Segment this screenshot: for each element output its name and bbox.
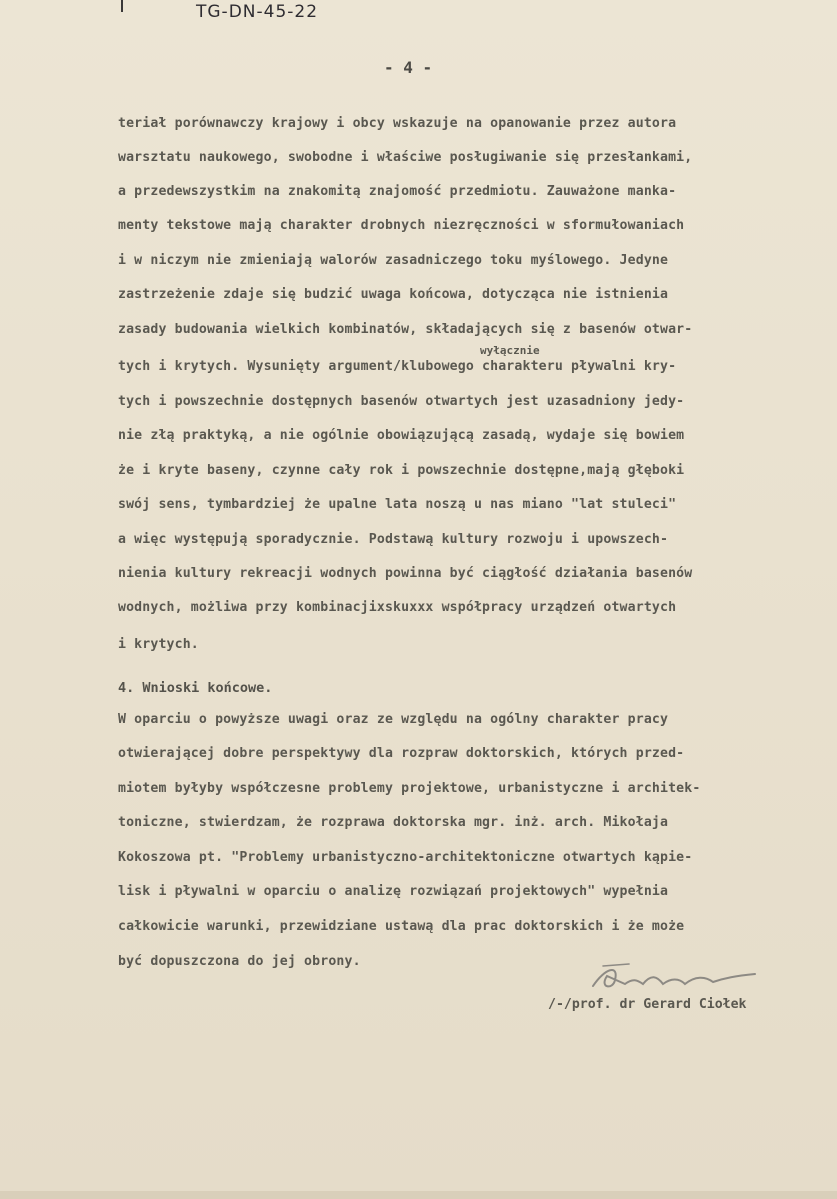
conclusion-line: całkowicie warunki, przewidziane ustawą dla prac doktorskich i że może — [118, 919, 685, 934]
body-line: i krytych. — [118, 637, 199, 652]
body-line: że i kryte baseny, czynne cały rok i powszechnie dostępne,mają głęboki — [118, 463, 685, 478]
body-line: a przedewszystkim na znakomitą znajomość przedmiotu. Zauważone mankа- — [118, 184, 677, 199]
conclusion-line: lisk i pływalni w oparciu o analizę rozwiązań projektowych" wypełnia — [118, 884, 669, 899]
body-line: a więc występują sporadycznie. Podstawą kultury rozwoju i upowszech- — [118, 532, 669, 547]
body-line: i w niczym nie zmieniają walorów zasadniczego toku myślowego. Jedyne — [118, 253, 669, 268]
body-line: nienia kultury rekreacji wodnych powinna być ciągłość działania basenów — [118, 566, 693, 581]
page-bottom-edge — [0, 1191, 837, 1199]
conclusion-line: W oparciu o powyższe uwagi oraz ze względu na ogólny charakter pracy — [118, 712, 669, 727]
handwritten-code: TG-DN-45-22 — [196, 2, 319, 22]
conclusion-line: toniczne, stwierdzam, że rozprawa doktorska mgr. inż. arch. Mikołaja — [118, 815, 669, 830]
body-line: zastrzeżenie zdaje się budzić uwaga końcowa, dotycząca nie istnienia — [118, 287, 669, 302]
conclusion-line: być dopuszczona do jej obrony. — [118, 954, 361, 969]
inserted-word: wyłącznie — [480, 344, 540, 357]
body-line: wodnych, możliwa przy kombinacjixskuxxx współpracy urządzeń otwartych — [118, 600, 677, 615]
handwritten-signature — [585, 958, 765, 998]
body-line: zasady budowania wielkich kombinatów, składających się z basenów otwar- — [118, 322, 693, 337]
body-line: warsztatu naukowego, swobodne i właściwe posługiwanie się przesłankami, — [118, 150, 693, 165]
page-number: - 4 - — [384, 58, 433, 77]
body-line: tych i krytych. Wysunięty argument/klubowego charakteru pływalni kry- — [118, 359, 677, 374]
body-line: tych i powszechnie dostępnych basenów otwartych jest uzasadniony jedy- — [118, 394, 685, 409]
conclusion-line: otwierającej dobre perspektywy dla rozpraw doktorskich, których przed- — [118, 746, 685, 761]
body-line: nie złą praktyką, a nie ogólnie obowiązującą zasadą, wydaje się bowiem — [118, 428, 685, 443]
body-line: swój sens, tymbardziej że upalne lata noszą u nas miano "lat stuleci" — [118, 497, 677, 512]
margin-mark — [121, 0, 123, 12]
signer-name: /-/prof. dr Gerard Ciołek — [548, 997, 747, 1012]
section-heading: 4. Wnioski końcowe. — [118, 680, 273, 696]
body-line: menty tekstowe mają charakter drobnych niezręczności w sformułowaniach — [118, 218, 685, 233]
conclusion-line: miotem byłyby współczesne problemy projektowe, urbanistyczne i architek- — [118, 781, 701, 796]
body-line: teriał porównawczy krajowy i obcy wskazuje na opanowanie przez autora — [118, 116, 677, 131]
conclusion-line: Kokoszowa pt. "Problemy urbanistyczno-architektoniczne otwartych kąpie- — [118, 850, 693, 865]
